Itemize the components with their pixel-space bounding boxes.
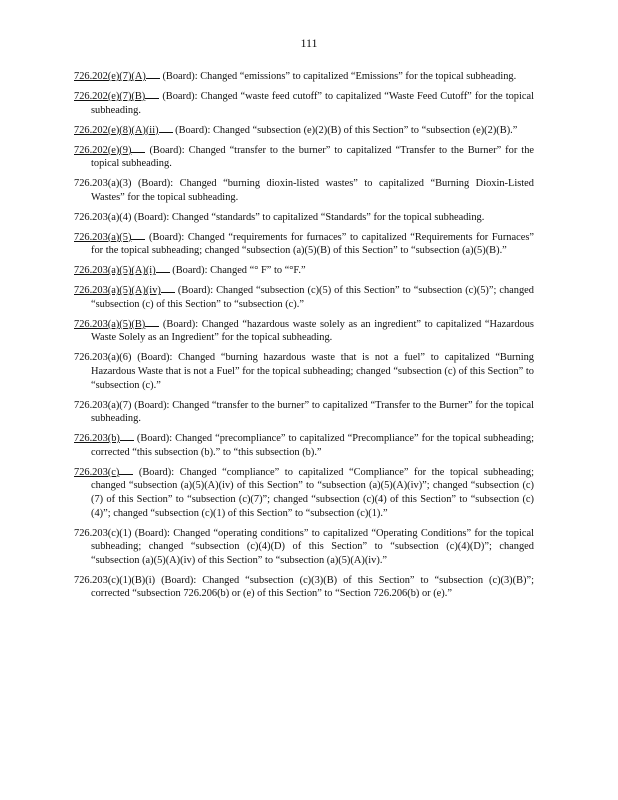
- section-citation: 726.203(c)(1)(B)(i): [74, 574, 156, 586]
- section-citation: 726.203(a)(6): [74, 352, 132, 364]
- entry-text: (Board): Changed “transfer to the burner” to capitalized “Transfer to the Burner” for the topical subheading.: [91, 399, 534, 425]
- list-item: [74, 574, 534, 601]
- list-item: [74, 351, 534, 392]
- section-citation: 726.203(a)(4): [74, 211, 132, 223]
- section-citation: 726.202(e)(9): [74, 145, 145, 156]
- entry-text: (Board): Changed “subsection (c)(3)(B) of this Section” to “subsection (c)(3)(B)”; corrected “subsection 726.206(b) or (e) of this Section” to “Section 726.206(b) or (e).”: [91, 574, 534, 600]
- entry-text: (Board): Changed “operating conditions” to capitalized “Operating Conditions” for the topical subheading; changed “subsection (c)(4)(D) of this Section” to “subsection (c)(4)(D)”; changed “subsection (a)(5)(A)(iv) of this Section” to “subsection (a)(5)(A)(iv).”: [91, 527, 534, 566]
- list-item: [74, 124, 534, 138]
- list-item: [74, 231, 534, 258]
- section-citation: 726.203(c): [74, 467, 133, 478]
- entry-text: (Board): Changed “burning hazardous waste that is not a fuel” to capitalized “Burning Hazardous Waste that is not a Fuel” for the topical subheading; changed “subsection (c) of this Section” to “subsection (c).”: [91, 352, 534, 391]
- list-item: [74, 211, 534, 225]
- section-citation: 726.203(a)(3): [74, 178, 132, 190]
- entry-text: (Board): Changed “precompliance” to capitalized “Precompliance” for the topical subheading; corrected “this subsection (b).” to “this subsection (b).”: [91, 433, 534, 458]
- section-citation: 726.202(e)(7)(A): [74, 71, 160, 82]
- section-citation: 726.203(c)(1): [74, 527, 132, 539]
- section-citation: 726.203(a)(5)(A)(iv): [74, 285, 175, 296]
- section-citation: 726.203(a)(5)(A)(i): [74, 265, 170, 276]
- entry-text: (Board): Changed “transfer to the burner” to capitalized “Transfer to the Burner” for the topical subheading.: [91, 144, 534, 170]
- list-item: [74, 399, 534, 426]
- section-citation: 726.202(e)(7)(B): [74, 91, 159, 102]
- section-citation: 726.203(a)(7): [74, 399, 132, 411]
- section-citation: 726.203(a)(5)(B): [74, 319, 159, 330]
- list-item: [74, 318, 534, 345]
- section-citation: 726.203(b): [74, 433, 134, 444]
- entry-text: (Board): Changed “requirements for furnaces” to capitalized “Requirements for Furnaces” for the topical subheading; changed “subsection (a)(5)(B) of this Section” to “subsection (a)(5)(B).”: [91, 231, 534, 257]
- entry-text: (Board): Changed “° F” to “°F.”: [172, 265, 306, 277]
- list-item: [74, 466, 534, 520]
- list-item: [74, 527, 534, 568]
- entry-text: (Board): Changed “standards” to capitalized “Standards” for the topical subheading.: [134, 211, 485, 223]
- entry-text: (Board): Changed “burning dioxin-listed wastes” to capitalized “Burning Dioxin-Listed Wastes” for the topical subheading.: [91, 178, 534, 203]
- list-item: [74, 432, 534, 459]
- list-item: [74, 284, 534, 311]
- entry-text: (Board): Changed “hazardous waste solely as an ingredient” to capitalized “Hazardous Waste Solely as an Ingredient” for the topical subheading.: [91, 318, 534, 344]
- section-citation: 726.203(a)(5): [74, 232, 145, 243]
- amendment-list: [74, 70, 534, 607]
- section-citation: 726.202(e)(8)(A)(ii): [74, 125, 173, 136]
- entry-text: (Board): Changed “emissions” to capitalized “Emissions” for the topical subheading.: [162, 71, 517, 82]
- list-item: [74, 177, 534, 204]
- entry-text: (Board): Changed “subsection (e)(2)(B) of this Section” to “subsection (e)(2)(B).”: [175, 124, 518, 136]
- list-item: [74, 70, 534, 84]
- page-number: 111: [300, 36, 318, 50]
- list-item: [74, 144, 534, 171]
- list-item: [74, 264, 534, 278]
- entry-text: (Board): Changed “compliance” to capitalized “Compliance” for the topical subheading; changed “subsection (a)(5)(A)(iv) of this Section” to “subsection (a)(5)(A)(iv)”; changed “subsection (c)(7) of this Section” to “subsection (c)(7)”; changed “subsection (c)(4) of this Section” to “subsection (c)(4)”; changed “subsection (c)(1) of this Section” to “subsection (c)(1).”: [91, 466, 534, 519]
- entry-text: (Board): Changed “waste feed cutoff” to capitalized “Waste Feed Cutoff” for the topical subheading.: [91, 90, 534, 116]
- entry-text: (Board): Changed “subsection (c)(5) of this Section” to “subsection (c)(5)”; changed “subsection (c) of this Section” to “subsection (c).”: [91, 285, 534, 310]
- list-item: [74, 90, 534, 117]
